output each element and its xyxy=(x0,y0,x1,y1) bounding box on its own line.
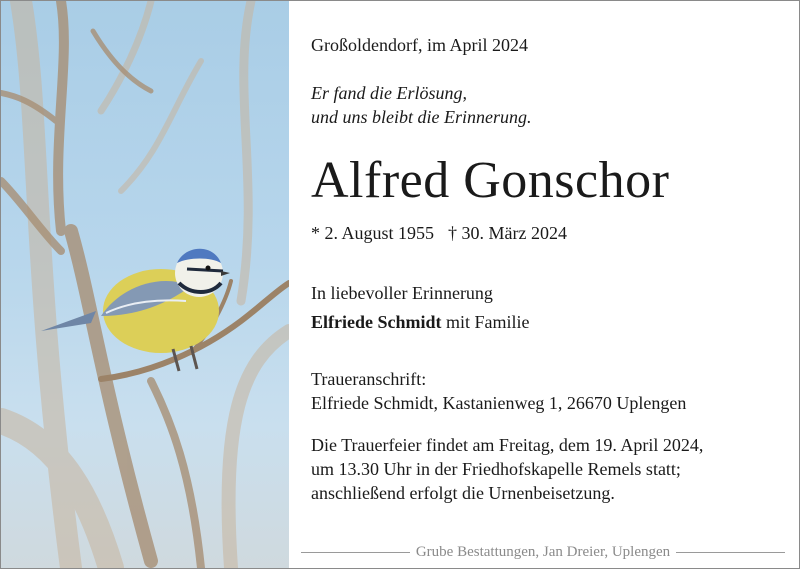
mourner-suffix: mit Familie xyxy=(446,312,530,332)
quote-line: Er fand die Erlösung, xyxy=(311,83,467,103)
place-date: Großoldendorf, im April 2024 xyxy=(311,35,528,55)
blue-tit-on-branch-image xyxy=(1,1,289,568)
remembrance-intro: In liebevoller Erinnerung xyxy=(311,283,493,303)
life-dates xyxy=(311,223,567,244)
deceased-name: Alfred Gonschor xyxy=(311,152,670,209)
address-line: Elfriede Schmidt, Kastanienweg 1, 26670 Uplengen xyxy=(311,393,687,413)
birth-date: * 2. August 1955 xyxy=(311,223,435,243)
bird-figure xyxy=(41,249,230,371)
funeral-home-name: Grube Bestattungen, Jan Dreier, Uplengen xyxy=(415,543,671,560)
remembrance-block xyxy=(311,279,530,337)
funeral-home-footer xyxy=(301,542,785,562)
address-heading: Traueranschrift: xyxy=(311,369,427,389)
death-date: † 30. März 2024 xyxy=(448,223,567,243)
bird-photo xyxy=(1,1,289,568)
footer-divider xyxy=(676,552,785,553)
mourner-name: Elfriede Schmidt xyxy=(311,312,442,332)
funeral-line: anschließend erfolgt die Urnenbeisetzung. xyxy=(311,483,615,503)
footer-divider xyxy=(301,552,410,553)
memorial-quote xyxy=(311,81,531,129)
funeral-info xyxy=(311,433,703,505)
quote-line: und uns bleibt die Erinnerung. xyxy=(311,107,532,127)
mourning-address xyxy=(311,367,686,415)
funeral-line: um 13.30 Uhr in der Friedhofskapelle Remels statt; xyxy=(311,459,681,479)
funeral-line: Die Trauerfeier findet am Freitag, dem 19. April 2024, xyxy=(311,435,704,455)
mourners-line xyxy=(311,308,530,337)
